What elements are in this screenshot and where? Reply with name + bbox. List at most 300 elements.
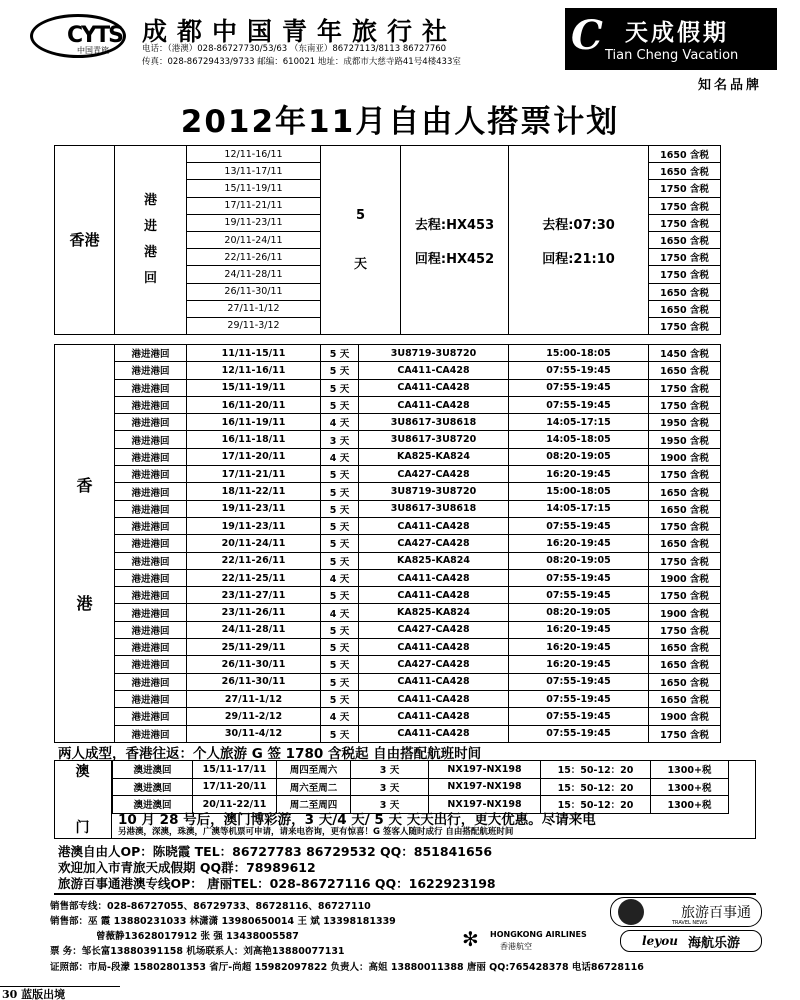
route-cell: 港进港回 [115,535,187,552]
blank-cell [721,180,757,197]
flight-cell: CA411-CA428 [359,639,509,656]
macau-region-top: 澳 [75,763,90,780]
time-cell: 14:05-18:05 [509,431,649,448]
blank-cell [721,569,757,586]
price-cell: 1750 含税 [649,266,721,283]
page-footer: 30 蓝版出境 [2,988,66,1000]
table-row [55,396,757,413]
date-cell: 26/11-30/11 [187,656,321,673]
time-cell: 16:20-19:45 [509,656,649,673]
route-cell: 港进港回 [115,690,187,707]
sales-staff-line1: 销售部：巫 霞 13880231033 林潇潇 13980650014 王 斌 13398181339 [50,916,396,927]
date-cell: 25/11-29/11 [187,639,321,656]
flight-cell: CA411-CA428 [359,587,509,604]
time-cell: 07:55-19:45 [509,362,649,379]
blank-cell [721,725,757,742]
flight-cell: KA825-KA824 [359,604,509,621]
date-cell: 18/11-22/11 [187,483,321,500]
flight-cell: CA427-CA428 [359,621,509,638]
time-out: 去程:07:30 [542,217,615,233]
time-cell: 15：50-12：20 [541,796,651,814]
date-cell: 16/11-20/11 [187,396,321,413]
time-cell: 16:20-19:45 [509,621,649,638]
leyou-brand [620,930,762,952]
route-cell: 港进港回 [115,552,187,569]
blank-cell [721,466,757,483]
table-row [55,345,757,362]
route-cell: 港进港回 [115,621,187,638]
cyts-logo [30,14,126,58]
time-cell: 15:00-18:05 [509,345,649,362]
blank-cell [729,761,757,779]
blank-cell [721,552,757,569]
price-cell: 1900 含税 [649,569,721,586]
days-cell: 3 天 [351,796,429,814]
price-cell: 1650 含税 [649,231,721,248]
date-cell: 24/11-28/11 [187,266,321,283]
days-cell: 4 天 [321,414,359,431]
blank-cell [721,656,757,673]
time-cell: 16:20-19:45 [509,639,649,656]
route-cell: 港进港回 [115,725,187,742]
days-cell: 3 天 [351,761,429,779]
blank-cell [721,345,757,362]
price-cell: 1750 含税 [649,587,721,604]
table-row [55,448,757,465]
date-cell: 17/11-20/11 [193,778,277,796]
date-cell: 16/11-18/11 [187,431,321,448]
weekday-cell: 周四至周六 [277,761,351,779]
duration-cell [321,146,401,335]
table-row [55,690,757,707]
table-row [55,500,757,517]
region-cell [55,146,115,335]
table-row [55,587,757,604]
hk-group-note: 两人成型，香港往返：个人旅游 G 签 1780 含税起 自由搭配航班时间 [58,746,482,762]
airline-bird-icon: ✻ [462,927,479,951]
days-cell: 5 天 [321,639,359,656]
travel-news-mascot-icon [618,899,644,925]
route-cell: 港进港回 [115,639,187,656]
date-cell: 15/11-19/11 [187,379,321,396]
date-cell: 26/11-30/11 [187,283,321,300]
route-cell: 港进港回 [115,604,187,621]
price-cell: 1650 含税 [649,673,721,690]
time-cell: 08:20-19:05 [509,604,649,621]
days-cell: 4 天 [321,448,359,465]
leyou-logo-text: leyou [642,934,678,948]
region-top: 香 [76,475,93,495]
time-cell: 07:55-19:45 [509,569,649,586]
table-row [55,146,757,163]
date-cell: 12/11-16/11 [187,362,321,379]
flight-cell: CA411-CA428 [359,396,509,413]
blank-cell [721,448,757,465]
brand-slogan: 知名品牌 [698,78,763,93]
blank-cell [721,283,757,300]
price-cell: 1750 含税 [649,552,721,569]
time-cell: 15：50-12：20 [541,761,651,779]
date-cell: 30/11-4/12 [187,725,321,742]
route-cell: 澳进澳回 [113,796,193,814]
date-cell: 15/11-19/11 [187,180,321,197]
duration-unit: 天 [353,257,367,273]
tiancheng-brand-en: Tian Cheng Vacation [605,48,739,63]
flight-cell: KA825-KA824 [359,552,509,569]
route-cell: 港进港回 [115,569,187,586]
date-cell: 15/11-17/11 [193,761,277,779]
date-cell: 29/11-3/12 [187,317,321,334]
flight-cell: CA411-CA428 [359,517,509,534]
flight-cell [401,146,509,335]
blank-cell [721,483,757,500]
blank-cell [721,587,757,604]
flight-cell: CA411-CA428 [359,690,509,707]
time-cell [509,146,649,335]
time-cell: 07:55-19:45 [509,587,649,604]
blank-cell [721,431,757,448]
flight-cell: CA411-CA428 [359,725,509,742]
days-cell: 5 天 [321,587,359,604]
time-cell: 07:55-19:45 [509,517,649,534]
price-cell: 1750 含税 [649,379,721,396]
route-char: 回 [143,271,157,287]
weekday-cell: 周六至周二 [277,778,351,796]
price-cell: 1300+税 [651,778,729,796]
route-cell: 港进港回 [115,656,187,673]
flight-cell: 3U8719-3U8720 [359,345,509,362]
route-cell: 澳进澳回 [113,761,193,779]
sales-staff-line2: 曾薇静13628017912 张 强 13438005587 [96,931,299,942]
blank-cell [721,639,757,656]
divider [54,893,756,895]
table-row [55,639,757,656]
time-cell: 08:20-19:05 [509,552,649,569]
days-cell: 5 天 [321,517,359,534]
price-cell: 1750 含税 [649,249,721,266]
blank-cell [721,708,757,725]
price-cell: 1650 含税 [649,483,721,500]
macau-promo: 10 月 28 号后，澳门博彩游，3 天/4 天/ 5 天 天天出行，更大优惠。尽请来电 [118,812,596,828]
price-cell: 1900 含税 [649,448,721,465]
blank-cell [721,317,757,334]
days-cell: 5 天 [321,535,359,552]
days-cell: 3 天 [321,431,359,448]
hk-free-schedule-table [54,344,757,743]
visa-dept-line: 证照部：市局-段濛 15802801353 省厅-尚超 15982097822 负责人：高姐 13880011388 唐丽 QQ:765428378 电话86728116 [50,962,644,973]
price-cell: 1450 含税 [649,345,721,362]
flight-cell: CA411-CA428 [359,673,509,690]
price-cell: 1300+税 [651,796,729,814]
sales-hotline: 销售部专线：028-86727055、86729733、86728116、86727110 [50,901,371,912]
price-cell: 1750 含税 [649,396,721,413]
date-cell: 17/11-21/11 [187,197,321,214]
route-cell: 澳进澳回 [113,778,193,796]
table-row [55,379,757,396]
blank-cell [721,214,757,231]
flight-cell: CA411-CA428 [359,569,509,586]
airline-name-en: HONGKONG AIRLINES [490,930,587,939]
qq-group-line: 欢迎加入市青旅天成假期 QQ群：78989612 [58,860,316,875]
days-cell: 3 天 [351,778,429,796]
price-cell: 1650 含税 [649,163,721,180]
days-cell: 5 天 [321,500,359,517]
travel-news-brand-text: 旅游百事通 [681,905,751,921]
airline-name-cn: 香港航空 [500,942,532,951]
time-back: 回程:21:10 [542,251,615,267]
price-cell: 1950 含税 [649,414,721,431]
days-cell: 5 天 [321,725,359,742]
hk-hx-schedule-table [54,145,757,335]
tiancheng-logo-mark: C [571,12,603,59]
page-header [0,0,800,98]
table-row [113,761,757,779]
region-bottom: 港 [76,593,93,613]
date-cell: 23/11-27/11 [187,587,321,604]
date-cell: 24/11-28/11 [187,621,321,638]
route-cell: 港进港回 [115,500,187,517]
price-cell: 1650 含税 [649,690,721,707]
macau-schedule-table [112,760,757,814]
price-cell: 1650 含税 [649,500,721,517]
price-cell: 1650 含税 [649,146,721,163]
route-char: 港 [143,193,157,209]
days-cell: 5 天 [321,552,359,569]
flight-cell: KA825-KA824 [359,448,509,465]
flight-cell: 3U8617-3U8720 [359,431,509,448]
flight-cell: CA427-CA428 [359,466,509,483]
blank-cell [721,500,757,517]
op-contact-line: 港澳自由人OP：陈晓霞 TEL：86727783 86729532 QQ：851841656 [58,844,493,859]
route-cell: 港进港回 [115,466,187,483]
price-cell: 1650 含税 [649,656,721,673]
time-cell: 07:55-19:45 [509,396,649,413]
flight-cell: CA411-CA428 [359,708,509,725]
time-cell: 07:55-19:45 [509,725,649,742]
time-cell: 16:20-19:45 [509,535,649,552]
date-cell: 19/11-23/11 [187,517,321,534]
date-cell: 11/11-15/11 [187,345,321,362]
price-cell: 1300+税 [651,761,729,779]
blank-cell [721,266,757,283]
date-cell: 29/11-2/12 [187,708,321,725]
route-cell: 港进港回 [115,431,187,448]
price-cell: 1750 含税 [649,180,721,197]
blank-cell [721,621,757,638]
days-cell: 5 天 [321,345,359,362]
duration-num: 5 [355,208,366,224]
flight-back: 回程:HX452 [414,251,495,267]
blank-cell [721,690,757,707]
flight-cell: 3U8617-3U8618 [359,500,509,517]
route-cell: 港进港回 [115,448,187,465]
price-cell: 1650 含税 [649,535,721,552]
flight-cell: CA427-CA428 [359,535,509,552]
blank-cell [721,414,757,431]
price-cell: 1750 含税 [649,517,721,534]
page-title: 2012年11月自由人搭票计划 [180,104,620,140]
flight-cell: CA411-CA428 [359,362,509,379]
date-cell: 20/11-24/11 [187,231,321,248]
time-cell: 07:55-19:45 [509,708,649,725]
route-cell: 港进港回 [115,396,187,413]
ticketing-line: 票 务：邹长富13880391158 机场联系人：刘高艳13880077131 [50,946,345,957]
weekday-cell: 周二至周四 [277,796,351,814]
blank-cell [721,673,757,690]
date-cell: 17/11-20/11 [187,448,321,465]
time-cell: 07:55-19:45 [509,379,649,396]
leyou-brand-cn: 海航乐游 [687,935,740,951]
company-name: 成都中国青年旅行社 [142,17,458,46]
blank-cell [721,362,757,379]
route-cell: 港进港回 [115,345,187,362]
date-cell: 27/11-1/12 [187,690,321,707]
blank-cell [721,396,757,413]
header-contact-phones: 电话：（港澳）028-86727730/53/63 （东南亚）86727113/8113 86727760 [142,44,447,54]
time-cell: 16:20-19:45 [509,466,649,483]
route-cell: 港进港回 [115,587,187,604]
date-cell: 16/11-19/11 [187,414,321,431]
blank-cell [729,796,757,814]
table-row [55,569,757,586]
table-row [113,778,757,796]
days-cell: 5 天 [321,466,359,483]
table-row [55,604,757,621]
time-cell: 14:05-17:15 [509,414,649,431]
tiancheng-brand-box [565,8,777,70]
time-cell: 07:55-19:45 [509,673,649,690]
date-cell: 20/11-24/11 [187,535,321,552]
price-cell: 1750 含税 [649,466,721,483]
days-cell: 5 天 [321,673,359,690]
route-char: 港 [143,245,157,261]
date-cell: 17/11-21/11 [187,466,321,483]
blank-cell [721,535,757,552]
price-cell: 1900 含税 [649,604,721,621]
date-cell: 26/11-30/11 [187,673,321,690]
days-cell: 4 天 [321,569,359,586]
days-cell: 5 天 [321,621,359,638]
date-cell: 19/11-23/11 [187,214,321,231]
flight-cell: 3U8719-3U8720 [359,483,509,500]
table-row [55,725,757,742]
table-row [55,517,757,534]
blank-cell [721,379,757,396]
days-cell: 5 天 [321,656,359,673]
blank-cell [721,604,757,621]
route-cell: 港进港回 [115,414,187,431]
flight-cell: NX197-NX198 [429,778,541,796]
price-cell: 1900 含税 [649,708,721,725]
date-cell: 19/11-23/11 [187,500,321,517]
blank-cell [721,197,757,214]
date-cell: 22/11-26/11 [187,552,321,569]
route-cell: 港进港回 [115,362,187,379]
table-row [55,621,757,638]
macau-other-routes: 另港澳，深澳，珠澳，广澳等机票可申请，请来电咨询，更有惊喜！G 签客人随时成行 自由搭配航班时间 [118,827,514,837]
time-cell: 08:20-19:05 [509,448,649,465]
date-cell: 12/11-16/11 [187,146,321,163]
flight-cell: NX197-NX198 [429,796,541,814]
route-cell: 港进港回 [115,379,187,396]
date-cell: 22/11-25/11 [187,569,321,586]
route-char: 进 [143,219,157,235]
special-line-contact: 旅游百事通港澳专线OP： 唐丽TEL：028-86727116 QQ：1622923198 [58,876,496,891]
price-cell: 1950 含税 [649,431,721,448]
date-cell: 20/11-22/11 [193,796,277,814]
table-row [55,362,757,379]
days-cell: 4 天 [321,708,359,725]
route-cell: 港进港回 [115,708,187,725]
table-row [55,466,757,483]
table-row [55,431,757,448]
price-cell: 1750 含税 [649,214,721,231]
price-cell: 1750 含税 [649,621,721,638]
logo-mark: CYTS [67,23,122,48]
region-cell [55,345,115,743]
days-cell: 4 天 [321,604,359,621]
table-row [55,535,757,552]
days-cell: 5 天 [321,690,359,707]
time-cell: 15:00-18:05 [509,483,649,500]
days-cell: 5 天 [321,379,359,396]
route-cell: 港进港回 [115,517,187,534]
date-cell: 22/11-26/11 [187,249,321,266]
days-cell: 5 天 [321,396,359,413]
time-cell: 07:55-19:45 [509,690,649,707]
days-cell: 5 天 [321,362,359,379]
route-cell: 港进港回 [115,673,187,690]
blank-cell [721,231,757,248]
route-cell: 港进港回 [115,483,187,500]
macau-region-bottom: 门 [75,819,90,836]
blank-cell [721,146,757,163]
date-cell: 13/11-17/11 [187,163,321,180]
blank-cell [721,249,757,266]
region-label: 香港 [69,231,100,250]
price-cell: 1650 含税 [649,362,721,379]
table-row [55,656,757,673]
price-cell: 1650 含税 [649,283,721,300]
flight-cell: CA427-CA428 [359,656,509,673]
macau-region-label [54,760,112,839]
table-row [55,552,757,569]
blank-cell [721,300,757,317]
price-cell: 1750 含税 [649,725,721,742]
logo-sub: 中国青旅 [77,46,109,55]
price-cell: 1650 含税 [649,300,721,317]
price-cell: 1750 含税 [649,317,721,334]
tiancheng-brand-cn: 天成假期 [625,19,729,46]
table-row [55,673,757,690]
time-cell: 14:05-17:15 [509,500,649,517]
table-row [55,483,757,500]
days-cell: 5 天 [321,483,359,500]
travel-news-brand-sub: TRAVEL NEWS [672,920,708,926]
time-cell: 15：50-12：20 [541,778,651,796]
date-cell: 27/11-1/12 [187,300,321,317]
price-cell: 1750 含税 [649,197,721,214]
table-row [55,708,757,725]
header-contact-address: 传真：028-86729433/9733 邮编：610021 地址：成都市大慈寺路41号4楼433室 [142,57,461,67]
table-row [55,414,757,431]
flight-cell: CA411-CA428 [359,379,509,396]
blank-cell [721,517,757,534]
date-cell: 23/11-26/11 [187,604,321,621]
blank-cell [729,778,757,796]
flight-cell: 3U8617-3U8618 [359,414,509,431]
route-cell [115,146,187,335]
